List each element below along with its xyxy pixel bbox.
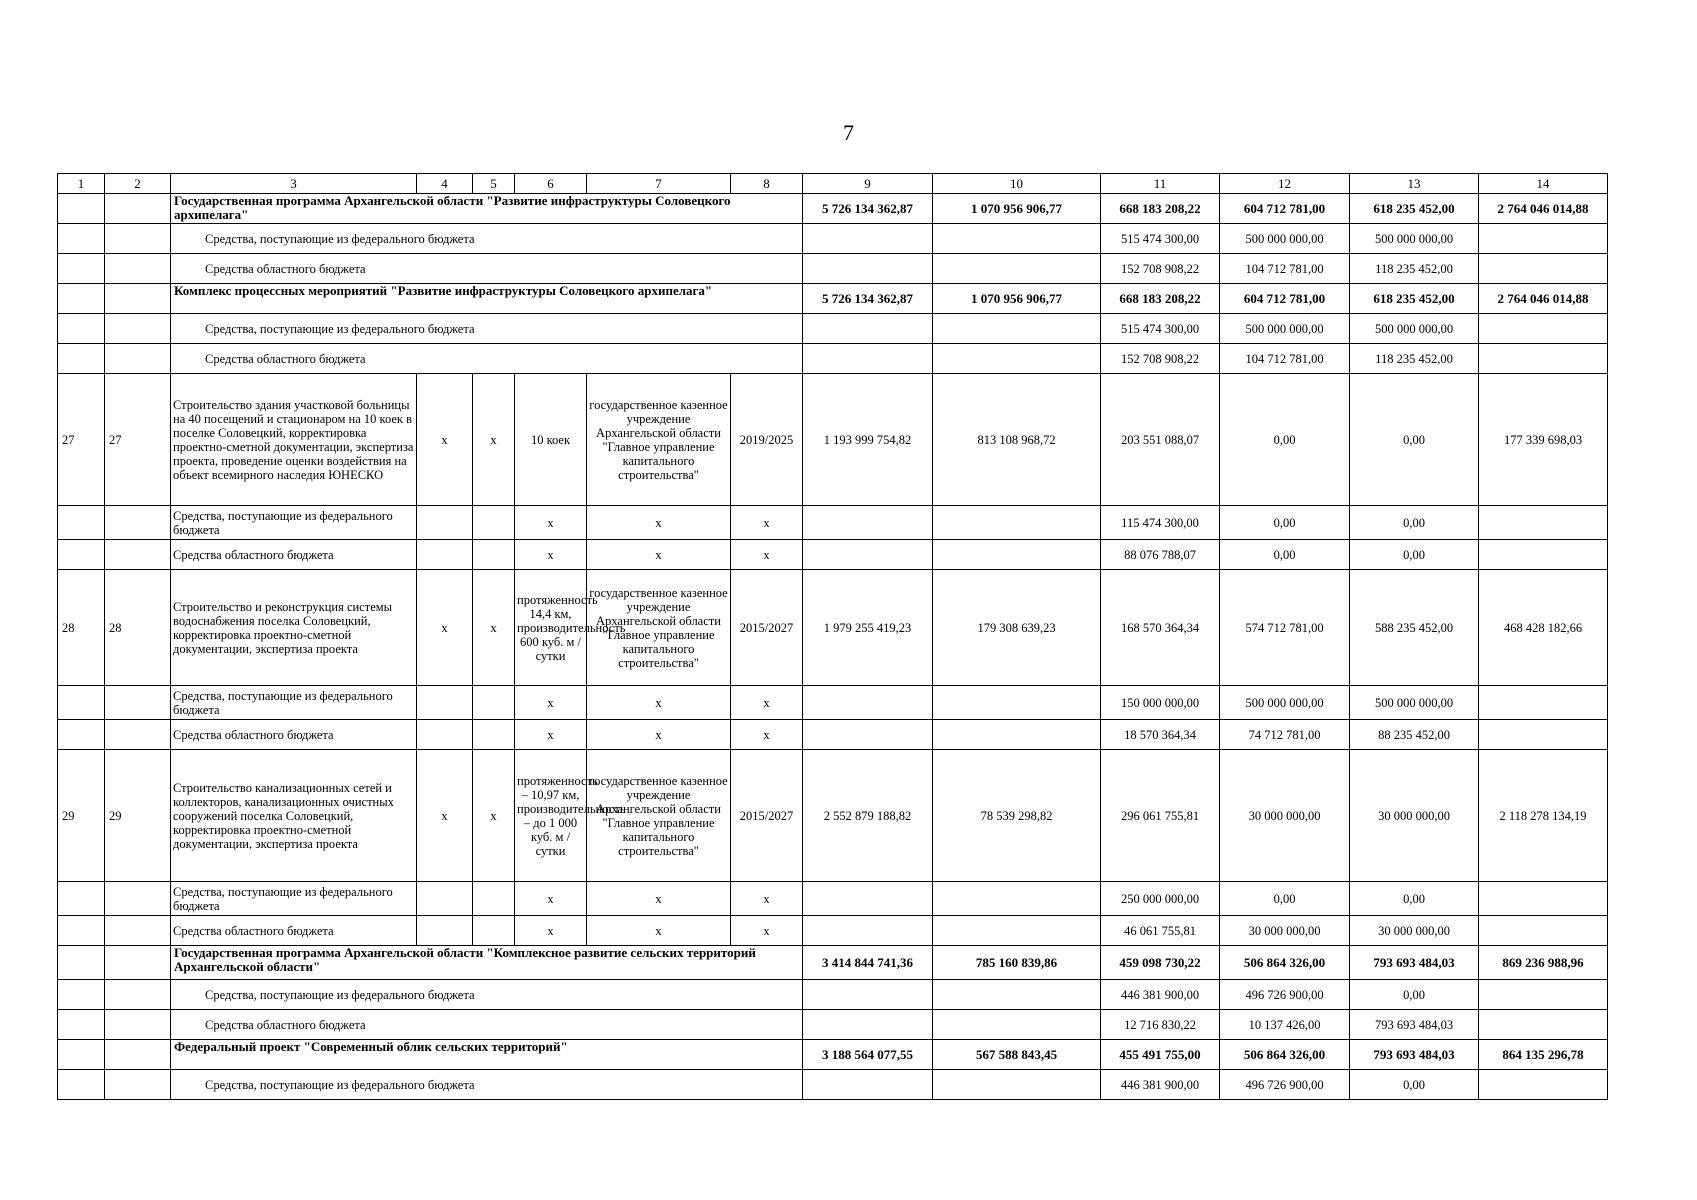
- column-header-8: 8: [731, 174, 803, 194]
- amount-cell: 1 070 956 906,77: [933, 194, 1101, 224]
- amount-cell: [1479, 344, 1608, 374]
- amount-cell: [1479, 1070, 1608, 1100]
- row-index: [105, 540, 171, 570]
- period-cell: 2015/2027: [731, 750, 803, 882]
- amount-cell: 0,00: [1350, 506, 1479, 540]
- amount-cell: 496 726 900,00: [1220, 980, 1350, 1010]
- amount-cell: 500 000 000,00: [1350, 314, 1479, 344]
- object-name: Строительство и реконструкция системы водоснабжения поселка Соловецкий, корректировка проектно-сметной документации, экспертиза проекта: [171, 570, 417, 686]
- cell-mark: x: [587, 540, 731, 570]
- amount-cell: [933, 254, 1101, 284]
- funding-source-label: Средства областного бюджета: [171, 344, 803, 374]
- amount-cell: 618 235 452,00: [1350, 194, 1479, 224]
- column-header-7: 7: [587, 174, 731, 194]
- amount-cell: 793 693 484,03: [1350, 946, 1479, 980]
- amount-cell: [803, 506, 933, 540]
- capacity-cell: 10 коек: [515, 374, 587, 506]
- amount-cell: [933, 540, 1101, 570]
- table-row: [58, 720, 1608, 750]
- table-row: [58, 1040, 1608, 1070]
- amount-cell: 588 235 452,00: [1350, 570, 1479, 686]
- amount-cell: [933, 314, 1101, 344]
- funding-source-label: Средства областного бюджета: [171, 254, 803, 284]
- amount-cell: 118 235 452,00: [1350, 344, 1479, 374]
- amount-cell: 668 183 208,22: [1101, 194, 1220, 224]
- amount-cell: [803, 540, 933, 570]
- amount-cell: [803, 720, 933, 750]
- amount-cell: [1479, 540, 1608, 570]
- amount-cell: 506 864 326,00: [1220, 946, 1350, 980]
- amount-cell: 88 235 452,00: [1350, 720, 1479, 750]
- funding-source-label: Средства областного бюджета: [171, 720, 417, 750]
- amount-cell: [1479, 224, 1608, 254]
- executor-cell: государственное казенное учреждение Архангельской области "Главное управление капитального строительства": [587, 374, 731, 506]
- budget-table: [57, 173, 1608, 1100]
- funding-source-label: Средства областного бюджета: [171, 916, 417, 946]
- row-index: [58, 916, 105, 946]
- row-number-cell: [58, 946, 105, 980]
- amount-cell: 177 339 698,03: [1479, 374, 1608, 506]
- amount-cell: 500 000 000,00: [1220, 224, 1350, 254]
- cell-mark: x: [731, 720, 803, 750]
- funding-source-label: Средства, поступающие из федерального бюджета: [171, 314, 803, 344]
- amount-cell: [803, 344, 933, 374]
- table-row: [58, 284, 1608, 314]
- cell-mark: x: [731, 882, 803, 916]
- amount-cell: 104 712 781,00: [1220, 254, 1350, 284]
- amount-cell: [803, 980, 933, 1010]
- table-row: [58, 1010, 1608, 1040]
- amount-cell: 3 188 564 077,55: [803, 1040, 933, 1070]
- row-number-cell: [58, 284, 105, 314]
- amount-cell: [1479, 882, 1608, 916]
- row-index: 29: [105, 750, 171, 882]
- cell-mark: [473, 916, 515, 946]
- funding-source-label: Средства, поступающие из федерального бюджета: [171, 506, 417, 540]
- executor-cell: государственное казенное учреждение Архангельской области "Главное управление капитального строительства": [587, 750, 731, 882]
- cell-mark: x: [587, 686, 731, 720]
- funding-source-label: Средства, поступающие из федерального бюджета: [171, 686, 417, 720]
- table-row: [58, 946, 1608, 980]
- cell-mark: [473, 686, 515, 720]
- page-number: 7: [843, 120, 854, 145]
- capacity-cell: протяженность 14,4 км, производительность 600 куб. м / сутки: [515, 570, 587, 686]
- amount-cell: [933, 1070, 1101, 1100]
- amount-cell: 5 726 134 362,87: [803, 284, 933, 314]
- program-title: Государственная программа Архангельской области "Развитие инфраструктуры Соловецкого архипелага": [171, 194, 803, 224]
- amount-cell: 869 236 988,96: [1479, 946, 1608, 980]
- row-index: 27: [58, 374, 105, 506]
- amount-cell: [933, 720, 1101, 750]
- cell-mark: x: [417, 374, 473, 506]
- amount-cell: 104 712 781,00: [1220, 344, 1350, 374]
- amount-cell: 0,00: [1350, 540, 1479, 570]
- amount-cell: [1479, 506, 1608, 540]
- amount-cell: [803, 1010, 933, 1040]
- amount-cell: 500 000 000,00: [1350, 224, 1479, 254]
- cell-mark: x: [587, 720, 731, 750]
- amount-cell: 296 061 755,81: [1101, 750, 1220, 882]
- cell-mark: [417, 686, 473, 720]
- amount-cell: 74 712 781,00: [1220, 720, 1350, 750]
- amount-cell: [933, 980, 1101, 1010]
- row-index: [58, 882, 105, 916]
- amount-cell: 0,00: [1220, 540, 1350, 570]
- table-row: [58, 916, 1608, 946]
- amount-cell: 18 570 364,34: [1101, 720, 1220, 750]
- table-row: [58, 344, 1608, 374]
- amount-cell: 0,00: [1220, 882, 1350, 916]
- table-row: [58, 224, 1608, 254]
- amount-cell: 152 708 908,22: [1101, 254, 1220, 284]
- row-number-cell: [58, 1040, 105, 1070]
- amount-cell: 30 000 000,00: [1350, 750, 1479, 882]
- cell-mark: x: [731, 916, 803, 946]
- row-index: [105, 720, 171, 750]
- row-number-cell: [105, 254, 171, 284]
- row-number-cell: [58, 980, 105, 1010]
- amount-cell: [933, 686, 1101, 720]
- row-number-cell: [58, 344, 105, 374]
- funding-source-label: Средства областного бюджета: [171, 1010, 803, 1040]
- amount-cell: 10 137 426,00: [1220, 1010, 1350, 1040]
- amount-cell: 455 491 755,00: [1101, 1040, 1220, 1070]
- row-index: 28: [105, 570, 171, 686]
- cell-mark: x: [473, 750, 515, 882]
- table-row: [58, 570, 1608, 686]
- column-header-2: 2: [105, 174, 171, 194]
- amount-cell: 1 070 956 906,77: [933, 284, 1101, 314]
- table-row: [58, 374, 1608, 506]
- capacity-cell: протяженность – 10,97 км, производительность – до 1 000 куб. м / сутки: [515, 750, 587, 882]
- row-number-cell: [105, 1010, 171, 1040]
- column-header-14: 14: [1479, 174, 1608, 194]
- column-header-13: 13: [1350, 174, 1479, 194]
- program-title: Федеральный проект "Современный облик сельских территорий": [171, 1040, 803, 1070]
- amount-cell: 0,00: [1350, 882, 1479, 916]
- table-row: [58, 750, 1608, 882]
- row-index: 27: [105, 374, 171, 506]
- amount-cell: 500 000 000,00: [1220, 314, 1350, 344]
- cell-mark: [473, 506, 515, 540]
- table-row: [58, 194, 1608, 224]
- cell-mark: x: [587, 506, 731, 540]
- column-header-9: 9: [803, 174, 933, 194]
- cell-mark: [473, 540, 515, 570]
- row-number-cell: [58, 224, 105, 254]
- table-row: [58, 882, 1608, 916]
- amount-cell: 604 712 781,00: [1220, 194, 1350, 224]
- amount-cell: [933, 916, 1101, 946]
- amount-cell: 785 160 839,86: [933, 946, 1101, 980]
- amount-cell: 668 183 208,22: [1101, 284, 1220, 314]
- amount-cell: 0,00: [1220, 374, 1350, 506]
- amount-cell: 0,00: [1350, 1070, 1479, 1100]
- table-row: [58, 506, 1608, 540]
- row-index: [58, 540, 105, 570]
- cell-mark: [417, 540, 473, 570]
- row-number-cell: [105, 980, 171, 1010]
- amount-cell: 12 716 830,22: [1101, 1010, 1220, 1040]
- amount-cell: 30 000 000,00: [1220, 750, 1350, 882]
- table-row: [58, 540, 1608, 570]
- amount-cell: [1479, 254, 1608, 284]
- funding-source-label: Средства областного бюджета: [171, 540, 417, 570]
- amount-cell: 2 764 046 014,88: [1479, 194, 1608, 224]
- amount-cell: [1479, 980, 1608, 1010]
- amount-cell: 515 474 300,00: [1101, 224, 1220, 254]
- amount-cell: 793 693 484,03: [1350, 1040, 1479, 1070]
- row-index: [105, 506, 171, 540]
- cell-mark: [417, 916, 473, 946]
- column-header-4: 4: [417, 174, 473, 194]
- amount-cell: 78 539 298,82: [933, 750, 1101, 882]
- cell-mark: [417, 882, 473, 916]
- header-row: [58, 174, 1608, 194]
- amount-cell: 203 551 088,07: [1101, 374, 1220, 506]
- amount-cell: 5 726 134 362,87: [803, 194, 933, 224]
- amount-cell: 179 308 639,23: [933, 570, 1101, 686]
- funding-source-label: Средства, поступающие из федерального бюджета: [171, 882, 417, 916]
- row-index: [105, 686, 171, 720]
- table-row: [58, 980, 1608, 1010]
- object-name: Строительство канализационных сетей и коллекторов, канализационных очистных сооружений поселка Соловецкий, корректировка проектно-сметной документации, экспертиза проекта: [171, 750, 417, 882]
- cell-mark: [417, 506, 473, 540]
- amount-cell: [933, 506, 1101, 540]
- amount-cell: 506 864 326,00: [1220, 1040, 1350, 1070]
- cell-mark: x: [731, 506, 803, 540]
- amount-cell: 459 098 730,22: [1101, 946, 1220, 980]
- row-index: [58, 720, 105, 750]
- amount-cell: 118 235 452,00: [1350, 254, 1479, 284]
- cell-mark: x: [515, 540, 587, 570]
- amount-cell: 604 712 781,00: [1220, 284, 1350, 314]
- row-number-cell: [105, 284, 171, 314]
- amount-cell: 567 588 843,45: [933, 1040, 1101, 1070]
- amount-cell: [933, 882, 1101, 916]
- column-header-5: 5: [473, 174, 515, 194]
- amount-cell: 496 726 900,00: [1220, 1070, 1350, 1100]
- row-index: [58, 506, 105, 540]
- column-header-11: 11: [1101, 174, 1220, 194]
- cell-mark: x: [515, 506, 587, 540]
- cell-mark: [417, 720, 473, 750]
- amount-cell: 446 381 900,00: [1101, 1070, 1220, 1100]
- row-index: [58, 686, 105, 720]
- cell-mark: x: [473, 570, 515, 686]
- column-header-6: 6: [515, 174, 587, 194]
- cell-mark: x: [417, 570, 473, 686]
- column-header-1: 1: [58, 174, 105, 194]
- amount-cell: 30 000 000,00: [1350, 916, 1479, 946]
- table-row: [58, 314, 1608, 344]
- cell-mark: [473, 882, 515, 916]
- period-cell: 2015/2027: [731, 570, 803, 686]
- cell-mark: x: [731, 540, 803, 570]
- cell-mark: x: [515, 916, 587, 946]
- cell-mark: x: [417, 750, 473, 882]
- row-number-cell: [58, 1010, 105, 1040]
- row-number-cell: [58, 254, 105, 284]
- object-name: Строительство здания участковой больницы на 40 посещений и стационаром на 10 коек в поселке Соловецкий, корректировка проектно-сметной документации, экспертиза проекта, проведение оценки воздействия на объект всемирного наследия ЮНЕСКО: [171, 374, 417, 506]
- row-number-cell: [105, 1070, 171, 1100]
- amount-cell: 2 552 879 188,82: [803, 750, 933, 882]
- column-header-12: 12: [1220, 174, 1350, 194]
- amount-cell: 30 000 000,00: [1220, 916, 1350, 946]
- amount-cell: 0,00: [1350, 980, 1479, 1010]
- amount-cell: 500 000 000,00: [1220, 686, 1350, 720]
- amount-cell: [933, 344, 1101, 374]
- amount-cell: 0,00: [1220, 506, 1350, 540]
- row-index: 29: [58, 750, 105, 882]
- amount-cell: 2 118 278 134,19: [1479, 750, 1608, 882]
- amount-cell: 1 979 255 419,23: [803, 570, 933, 686]
- row-number-cell: [105, 946, 171, 980]
- table-row: [58, 254, 1608, 284]
- row-number-cell: [105, 1040, 171, 1070]
- amount-cell: [1479, 314, 1608, 344]
- amount-cell: 500 000 000,00: [1350, 686, 1479, 720]
- amount-cell: 446 381 900,00: [1101, 980, 1220, 1010]
- amount-cell: 793 693 484,03: [1350, 1010, 1479, 1040]
- row-number-cell: [105, 224, 171, 254]
- table-row: [58, 1070, 1608, 1100]
- cell-mark: x: [473, 374, 515, 506]
- amount-cell: [1479, 916, 1608, 946]
- table-row: [58, 686, 1608, 720]
- amount-cell: 1 193 999 754,82: [803, 374, 933, 506]
- executor-cell: государственное казенное учреждение Архангельской области "Главное управление капитального строительства": [587, 570, 731, 686]
- amount-cell: 468 428 182,66: [1479, 570, 1608, 686]
- amount-cell: [933, 1010, 1101, 1040]
- amount-cell: [803, 314, 933, 344]
- table-body: [58, 174, 1608, 1100]
- row-number-cell: [105, 314, 171, 344]
- cell-mark: x: [731, 686, 803, 720]
- cell-mark: x: [515, 686, 587, 720]
- amount-cell: [1479, 686, 1608, 720]
- row-number-cell: [105, 194, 171, 224]
- amount-cell: [1479, 1010, 1608, 1040]
- row-number-cell: [58, 314, 105, 344]
- row-index: 28: [58, 570, 105, 686]
- amount-cell: 250 000 000,00: [1101, 882, 1220, 916]
- cell-mark: x: [515, 720, 587, 750]
- amount-cell: 115 474 300,00: [1101, 506, 1220, 540]
- amount-cell: 0,00: [1350, 374, 1479, 506]
- amount-cell: [1479, 720, 1608, 750]
- column-header-3: 3: [171, 174, 417, 194]
- amount-cell: 150 000 000,00: [1101, 686, 1220, 720]
- row-number-cell: [58, 1070, 105, 1100]
- program-title: Комплекс процессных мероприятий "Развитие инфраструктуры Соловецкого архипелага": [171, 284, 803, 314]
- amount-cell: [803, 254, 933, 284]
- amount-cell: 515 474 300,00: [1101, 314, 1220, 344]
- amount-cell: 168 570 364,34: [1101, 570, 1220, 686]
- row-number-cell: [105, 344, 171, 374]
- amount-cell: 46 061 755,81: [1101, 916, 1220, 946]
- amount-cell: 864 135 296,78: [1479, 1040, 1608, 1070]
- amount-cell: [933, 224, 1101, 254]
- amount-cell: [803, 224, 933, 254]
- amount-cell: 618 235 452,00: [1350, 284, 1479, 314]
- funding-source-label: Средства, поступающие из федерального бюджета: [171, 980, 803, 1010]
- row-index: [105, 916, 171, 946]
- amount-cell: [803, 686, 933, 720]
- row-number-cell: [58, 194, 105, 224]
- amount-cell: 3 414 844 741,36: [803, 946, 933, 980]
- amount-cell: [803, 1070, 933, 1100]
- amount-cell: 2 764 046 014,88: [1479, 284, 1608, 314]
- amount-cell: 574 712 781,00: [1220, 570, 1350, 686]
- funding-source-label: Средства, поступающие из федерального бюджета: [171, 224, 803, 254]
- cell-mark: x: [515, 882, 587, 916]
- amount-cell: [803, 882, 933, 916]
- amount-cell: 88 076 788,07: [1101, 540, 1220, 570]
- period-cell: 2019/2025: [731, 374, 803, 506]
- amount-cell: 152 708 908,22: [1101, 344, 1220, 374]
- row-index: [105, 882, 171, 916]
- cell-mark: [473, 720, 515, 750]
- funding-source-label: Средства, поступающие из федерального бюджета: [171, 1070, 803, 1100]
- column-header-10: 10: [933, 174, 1101, 194]
- amount-cell: [803, 916, 933, 946]
- amount-cell: 813 108 968,72: [933, 374, 1101, 506]
- program-title: Государственная программа Архангельской области "Комплексное развитие сельских территорий Архангельской области": [171, 946, 803, 980]
- cell-mark: x: [587, 916, 731, 946]
- cell-mark: x: [587, 882, 731, 916]
